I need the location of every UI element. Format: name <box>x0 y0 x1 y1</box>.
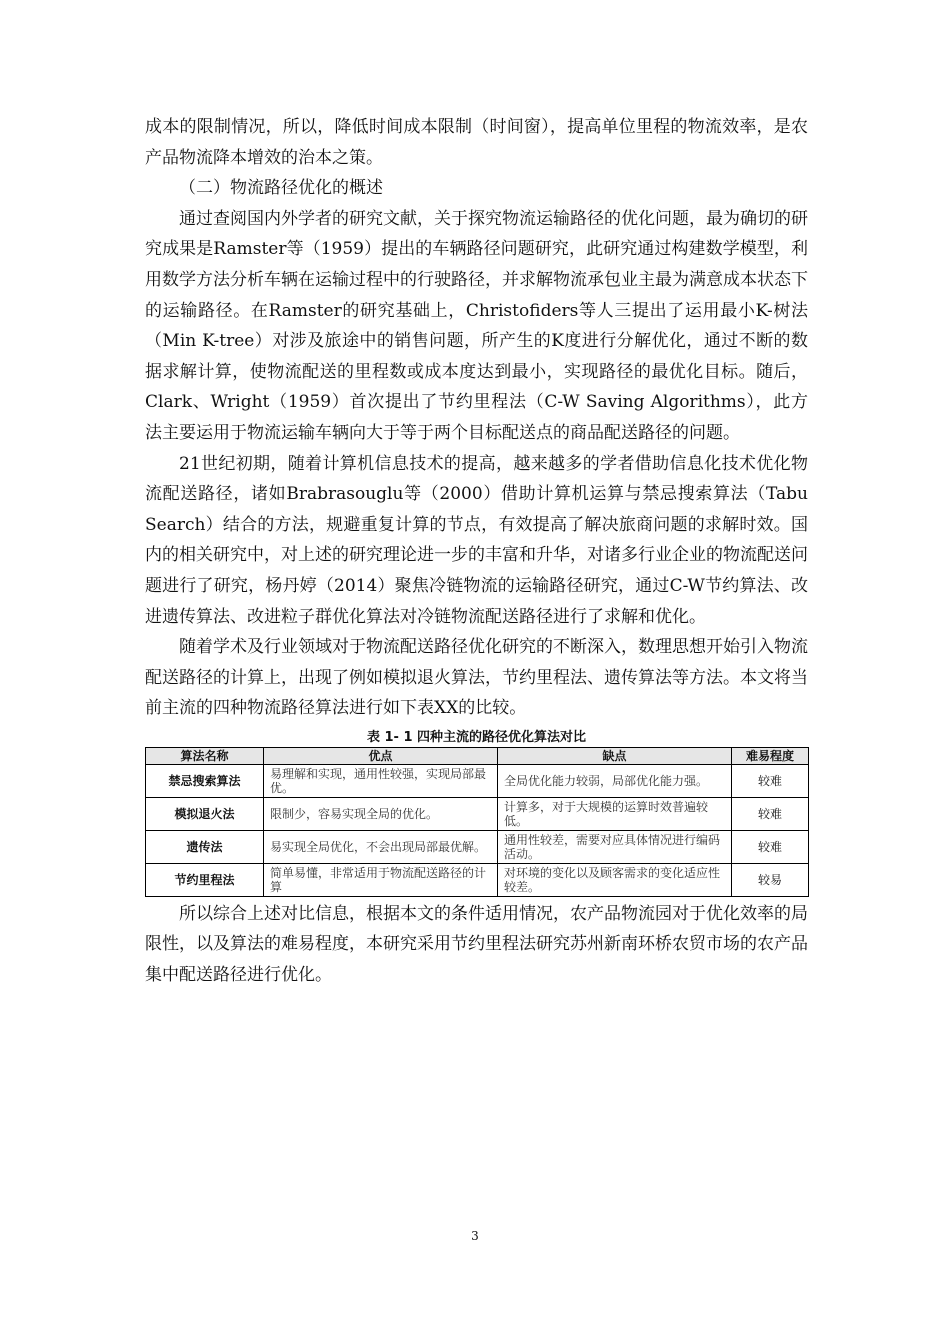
cell-algorithm-name: 节约里程法 <box>146 863 264 896</box>
cell-disadvantages: 通用性较差，需要对应具体情况进行编码活动。 <box>498 830 732 863</box>
cell-difficulty: 较难 <box>732 764 809 797</box>
cell-difficulty: 较难 <box>732 797 809 830</box>
table-row <box>146 863 809 896</box>
header-algorithm-name: 算法名称 <box>146 747 264 764</box>
cell-advantages: 易理解和实现，通用性较强，实现局部最优。 <box>264 764 498 797</box>
cell-disadvantages: 全局优化能力较弱，局部优化能力强。 <box>498 764 732 797</box>
cell-algorithm-name: 禁忌搜索算法 <box>146 764 264 797</box>
cell-disadvantages: 计算多，对于大规模的运算时效普遍较低。 <box>498 797 732 830</box>
table-row <box>146 764 809 797</box>
table-row <box>146 830 809 863</box>
page-number: 3 <box>471 1229 479 1243</box>
cell-advantages: 易实现全局优化，不会出现局部最优解。 <box>264 830 498 863</box>
paragraph-research-overview: 通过查阅国内外学者的研究文献，关于探究物流运输路径的优化问题，最为确切的研究成果是Ramster等（1959）提出的车辆路径问题研究，此研究通过构建数学模型，利用数学方法分析车辆在运输过程中的行驶路径，并求解物流承包业主最为满意成本状态下的运输路径。在Ramster的研究基础上，Christofiders等人三提出了运用最小K-树法（Min K-tree）对涉及旅途中的销售问题，所产生的K度进行分解优化，通过不断的数据求解计算，使物流配送的里程数或成本度达到最小，实现路径的最优化目标。随后，Clark、Wright（1959）首次提出了节约里程法（C-W Saving Algorithms），此方法主要运用于物流运输车辆向大于等于两个目标配送点的商品配送路径的问题。 <box>145 208 808 443</box>
cell-difficulty: 较难 <box>732 830 809 863</box>
cell-algorithm-name: 遗传法 <box>146 830 264 863</box>
table-caption: 表 1- 1 四种主流的路径优化算法对比 <box>366 729 587 745</box>
paragraph-continuation: 成本的限制情况，所以，降低时间成本限制（时间窗），提高单位里程的物流效率，是农产品物流降本增效的治本之策。 <box>145 117 808 168</box>
header-advantages: 优点 <box>264 747 498 764</box>
cell-disadvantages: 对环境的变化以及顾客需求的变化适应性较差。 <box>498 863 732 896</box>
algorithm-comparison-table <box>145 747 809 897</box>
paragraph-conclusion: 所以综合上述对比信息，根据本文的条件适用情况，农产品物流园对于优化效率的局限性，以及算法的难易程度，本研究采用节约里程法研究苏州新南环桥农贸市场的农产品集中配送路径进行优化。 <box>145 903 808 986</box>
document-page <box>145 112 808 991</box>
paragraph-21st-century: 21世纪初期，随着计算机信息技术的提高，越来越多的学者借助信息化技术优化物流配送路径，诸如Brabrasouglu等（2000）借助计算机运算与禁忌搜索算法（Tabu Search）结合的方法，规避重复计算的节点，有效提高了解决旅商问题的求解时效。国内的相关研究中，对上述的研究理论进一步的丰富和升华，对诸多行业企业的物流配送问题进行了研究，杨丹婷（2014）聚焦冷链物流的运输路径研究，通过C-W节约算法、改进遗传算法、改进粒子群优化算法对冷链物流配送路径进行了求解和优化。 <box>145 453 808 627</box>
cell-difficulty: 较易 <box>732 863 809 896</box>
cell-advantages: 限制少，容易实现全局的优化。 <box>264 797 498 830</box>
cell-algorithm-name: 模拟退火法 <box>146 797 264 830</box>
paragraph-methods-intro: 随着学术及行业领域对于物流配送路径优化研究的不断深入，数理思想开始引入物流配送路径的计算上，出现了例如模拟退火算法，节约里程法、遗传算法等方法。本文将当前主流的四种物流路径算法进行如下表XX的比较。 <box>145 637 808 719</box>
table-row <box>146 797 809 830</box>
cell-advantages: 简单易懂，非常适用于物流配送路径的计算 <box>264 863 498 896</box>
header-difficulty: 难易程度 <box>732 747 809 764</box>
header-disadvantages: 缺点 <box>498 747 732 764</box>
table-header-row <box>146 747 809 764</box>
section-heading: （二）物流路径优化的概述 <box>179 178 383 199</box>
